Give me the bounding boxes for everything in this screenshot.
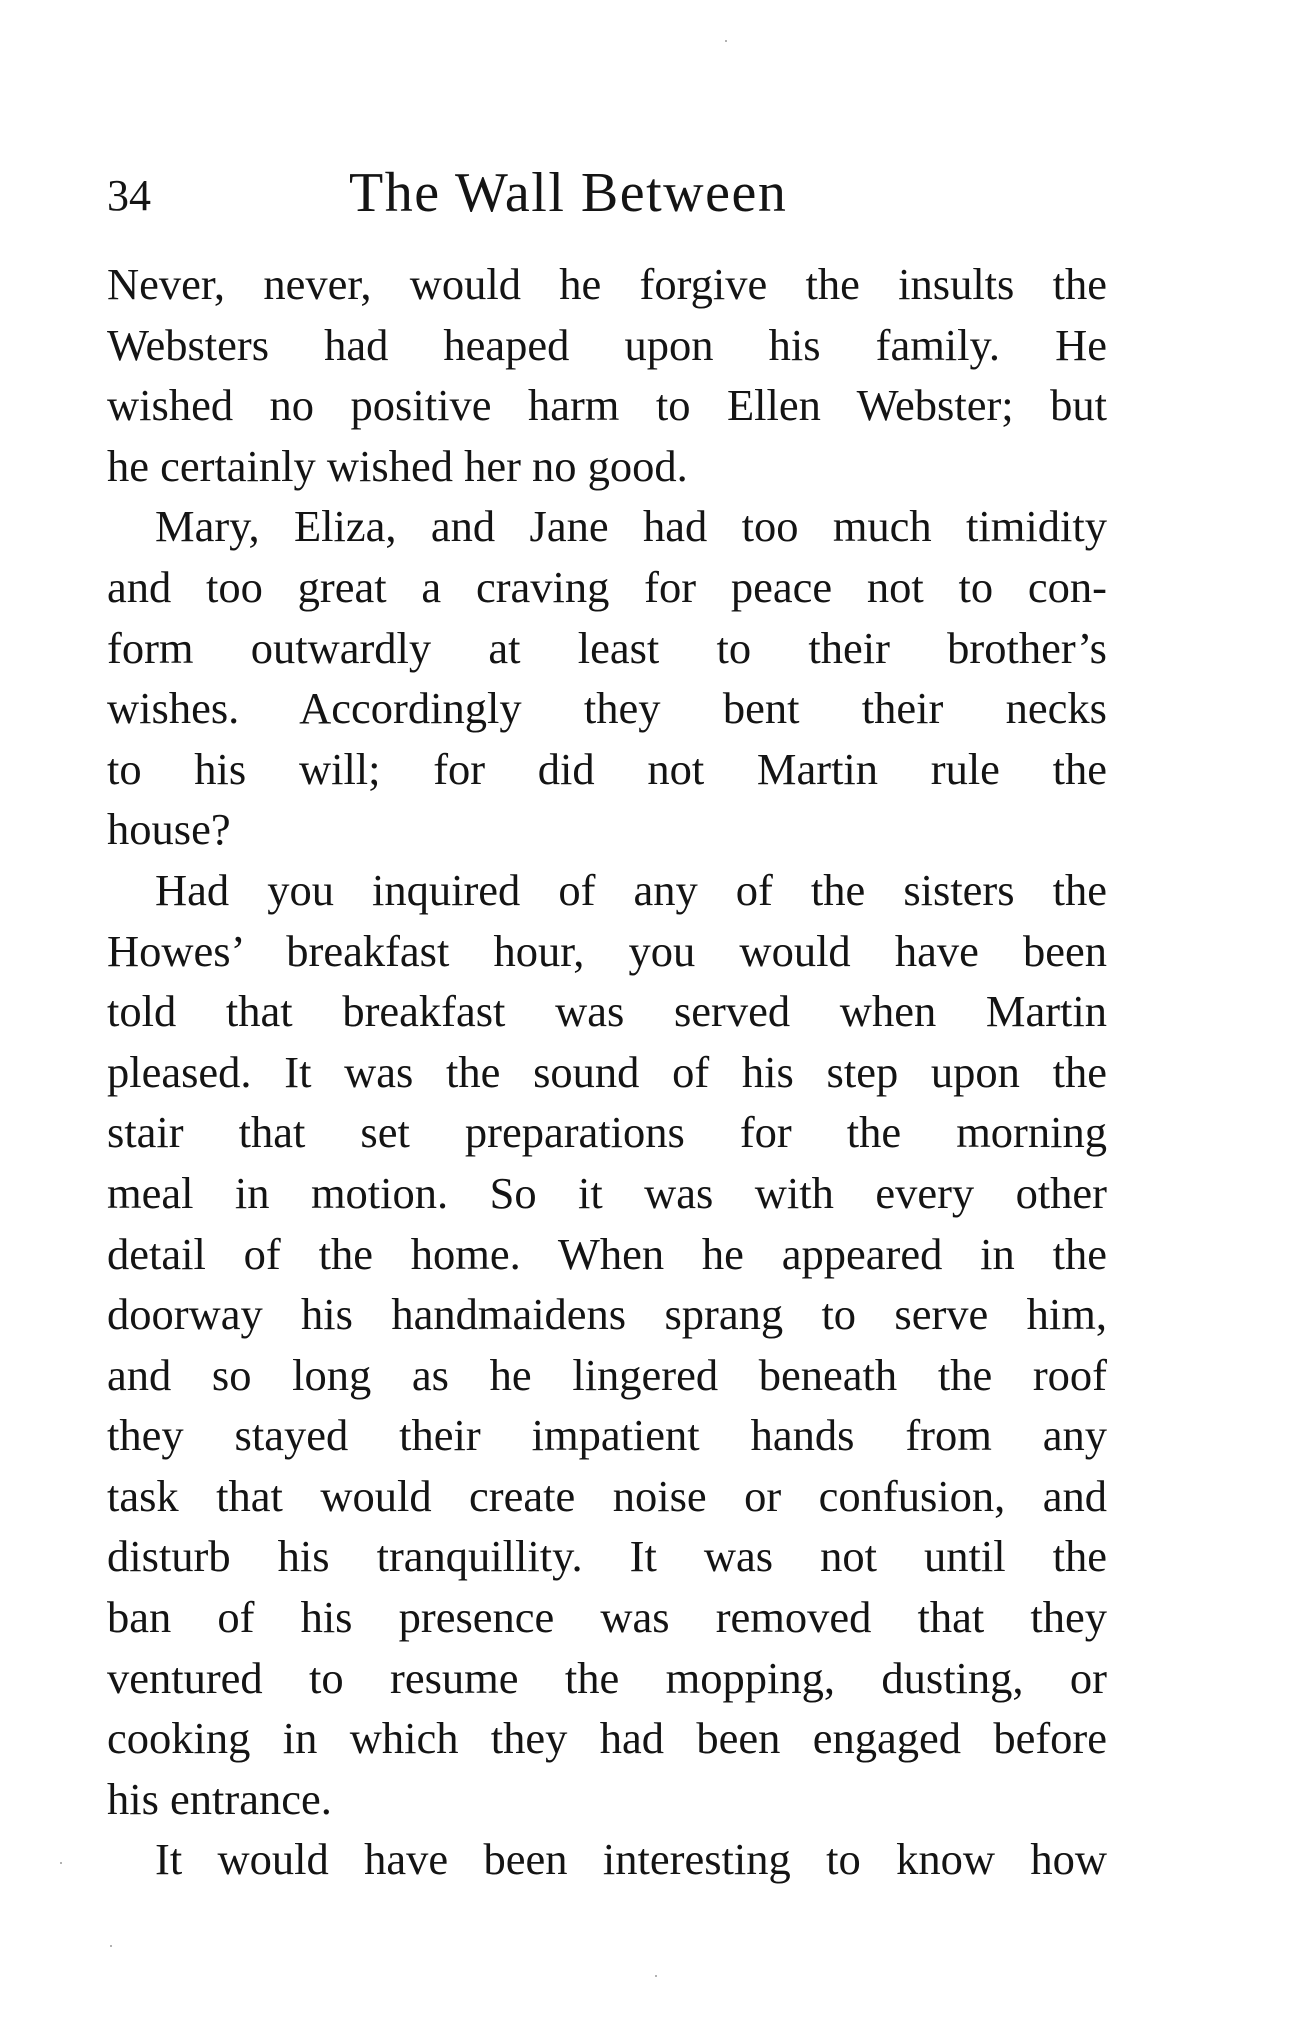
text-line: ventured to resume the mopping, dusting, or [107, 1652, 1107, 1703]
text-line: It would have been interesting to know how [155, 1834, 1107, 1885]
text-line: house? [107, 804, 231, 855]
text-line: told that breakfast was served when Martin [107, 986, 1107, 1037]
text-line: stair that set preparations for the morning [107, 1107, 1107, 1158]
text-line: to his will; for did not Martin rule the [107, 743, 1107, 794]
paragraph [107, 1829, 1107, 1890]
scan-speck [60, 1862, 62, 1864]
paragraph [107, 496, 1107, 860]
text-line: Howes’ breakfast hour, you would have been [107, 925, 1107, 976]
paragraph [107, 254, 1107, 496]
page-header [107, 158, 1107, 228]
text-line: they stayed their impatient hands from any [107, 1410, 1107, 1461]
text-line: Mary, Eliza, and Jane had too much timidity [155, 501, 1107, 552]
text-line: and so long as he lingered beneath the roof [107, 1349, 1107, 1400]
body-text [107, 254, 1107, 1890]
text-line: meal in motion. So it was with every other [107, 1167, 1107, 1218]
text-line: and too great a craving for peace not to con- [107, 561, 1107, 612]
text-line: Websters had heaped upon his family. He [107, 319, 1107, 370]
text-line: ban of his presence was removed that they [107, 1592, 1107, 1643]
scan-speck [110, 1945, 112, 1947]
text-line: form outwardly at least to their brother’s [107, 622, 1107, 673]
text-line: wished no positive harm to Ellen Webster; but [107, 380, 1107, 431]
running-title: The Wall Between [349, 162, 788, 224]
text-line: his entrance. [107, 1773, 332, 1824]
scan-speck [725, 40, 727, 42]
text-line: pleased. It was the sound of his step upon the [107, 1046, 1107, 1097]
page-number: 34 [107, 171, 151, 220]
text-line: he certainly wished her no good. [107, 440, 688, 491]
text-line: Had you inquired of any of the sisters the [155, 864, 1107, 915]
text-line: detail of the home. When he appeared in the [107, 1228, 1107, 1279]
text-line: wishes. Accordingly they bent their necks [107, 683, 1107, 734]
scan-speck [655, 1975, 657, 1977]
text-line: doorway his handmaidens sprang to serve him, [107, 1289, 1107, 1340]
text-line: Never, never, would he forgive the insults the [107, 259, 1107, 309]
text-line: cooking in which they had been engaged before [107, 1713, 1107, 1764]
text-line: task that would create noise or confusion, and [107, 1470, 1107, 1521]
paragraph [107, 860, 1107, 1830]
text-line: disturb his tranquillity. It was not until the [107, 1531, 1107, 1582]
